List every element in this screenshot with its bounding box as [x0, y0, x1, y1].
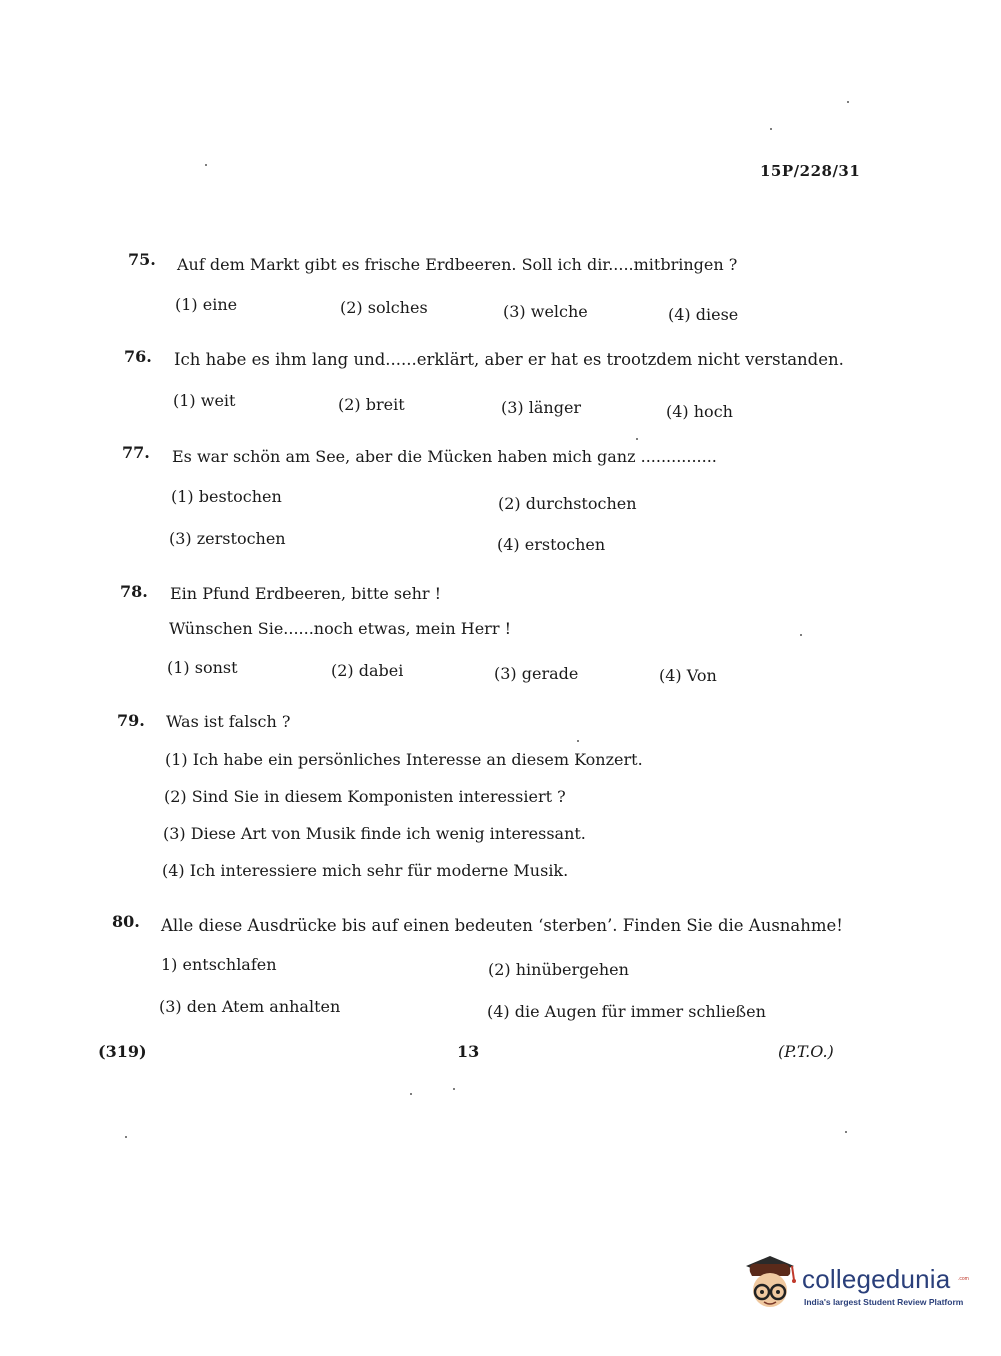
option: (3) den Atem anhalten	[159, 997, 341, 1016]
brand-tagline: India's largest Student Review Platform	[804, 1297, 964, 1307]
question-text: Ich habe es ihm lang und......erklärt, aber er hat es trootzdem nicht verstanden.	[174, 350, 844, 369]
option: (3) Diese Art von Musik finde ich wenig interessant.	[163, 824, 586, 843]
option: (4) Ich interessiere mich sehr für moderne Musik.	[162, 861, 569, 880]
option: (1) Ich habe ein persönliches Interesse an diesem Konzert.	[165, 750, 643, 769]
question-number: 78.	[120, 582, 148, 601]
option: (2) hinübergehen	[488, 960, 629, 979]
mascot-icon	[740, 1250, 800, 1316]
scan-speck	[125, 1136, 127, 1138]
option: (4) hoch	[666, 402, 733, 421]
scan-speck	[636, 438, 638, 440]
question-number: 80.	[112, 912, 140, 931]
option: (4) die Augen für immer schließen	[487, 1002, 766, 1021]
option: (3) zerstochen	[169, 529, 286, 548]
page-number: 13	[457, 1042, 480, 1061]
question-text-line2: Wünschen Sie......noch etwas, mein Herr !	[169, 619, 511, 638]
scan-speck	[800, 634, 802, 636]
option: (1) sonst	[167, 658, 238, 677]
brand-name: collegedunia	[802, 1264, 951, 1294]
footer-code: (319)	[98, 1042, 147, 1061]
question-number: 77.	[122, 443, 150, 462]
question-text: Auf dem Markt gibt es frische Erdbeeren. Soll ich dir.....mitbringen ?	[177, 255, 738, 274]
option: (3) gerade	[494, 664, 579, 683]
question-text: Ein Pfund Erdbeeren, bitte sehr !	[170, 584, 442, 603]
option: 1) entschlafen	[161, 955, 277, 974]
pto-note: (P.T.O.)	[778, 1042, 834, 1061]
option: (3) länger	[501, 398, 582, 417]
scan-speck	[577, 740, 579, 742]
scan-speck	[205, 164, 207, 166]
option: (4) erstochen	[497, 535, 606, 554]
option: (4) diese	[668, 305, 739, 324]
question-text: Es war schön am See, aber die Mücken haben mich ganz ...............	[172, 447, 717, 466]
paper-code: 15P/228/31	[760, 162, 861, 180]
question-number: 79.	[117, 711, 145, 730]
option: (1) eine	[175, 295, 238, 314]
option: (2) breit	[338, 395, 405, 414]
option: (3) welche	[503, 302, 588, 321]
scan-speck	[410, 1093, 412, 1095]
option: (2) Sind Sie in diesem Komponisten interessiert ?	[164, 787, 566, 806]
scan-speck	[453, 1088, 455, 1090]
option: (4) Von	[659, 666, 717, 685]
question-text: Was ist falsch ?	[166, 712, 291, 731]
option: (2) dabei	[331, 661, 404, 680]
question-number: 75.	[128, 250, 156, 269]
scan-speck	[770, 128, 772, 130]
collegedunia-watermark	[740, 1250, 970, 1320]
option: (1) weit	[173, 391, 236, 410]
brand-domain: .com	[958, 1276, 969, 1282]
scan-speck	[845, 1131, 847, 1133]
question-text: Alle diese Ausdrücke bis auf einen bedeuten ‘sterben’. Finden Sie die Ausnahme!	[161, 916, 843, 935]
option: (1) bestochen	[171, 487, 282, 506]
option: (2) solches	[340, 298, 428, 317]
scan-speck	[847, 101, 849, 103]
question-number: 76.	[124, 347, 152, 366]
option: (2) durchstochen	[498, 494, 637, 513]
